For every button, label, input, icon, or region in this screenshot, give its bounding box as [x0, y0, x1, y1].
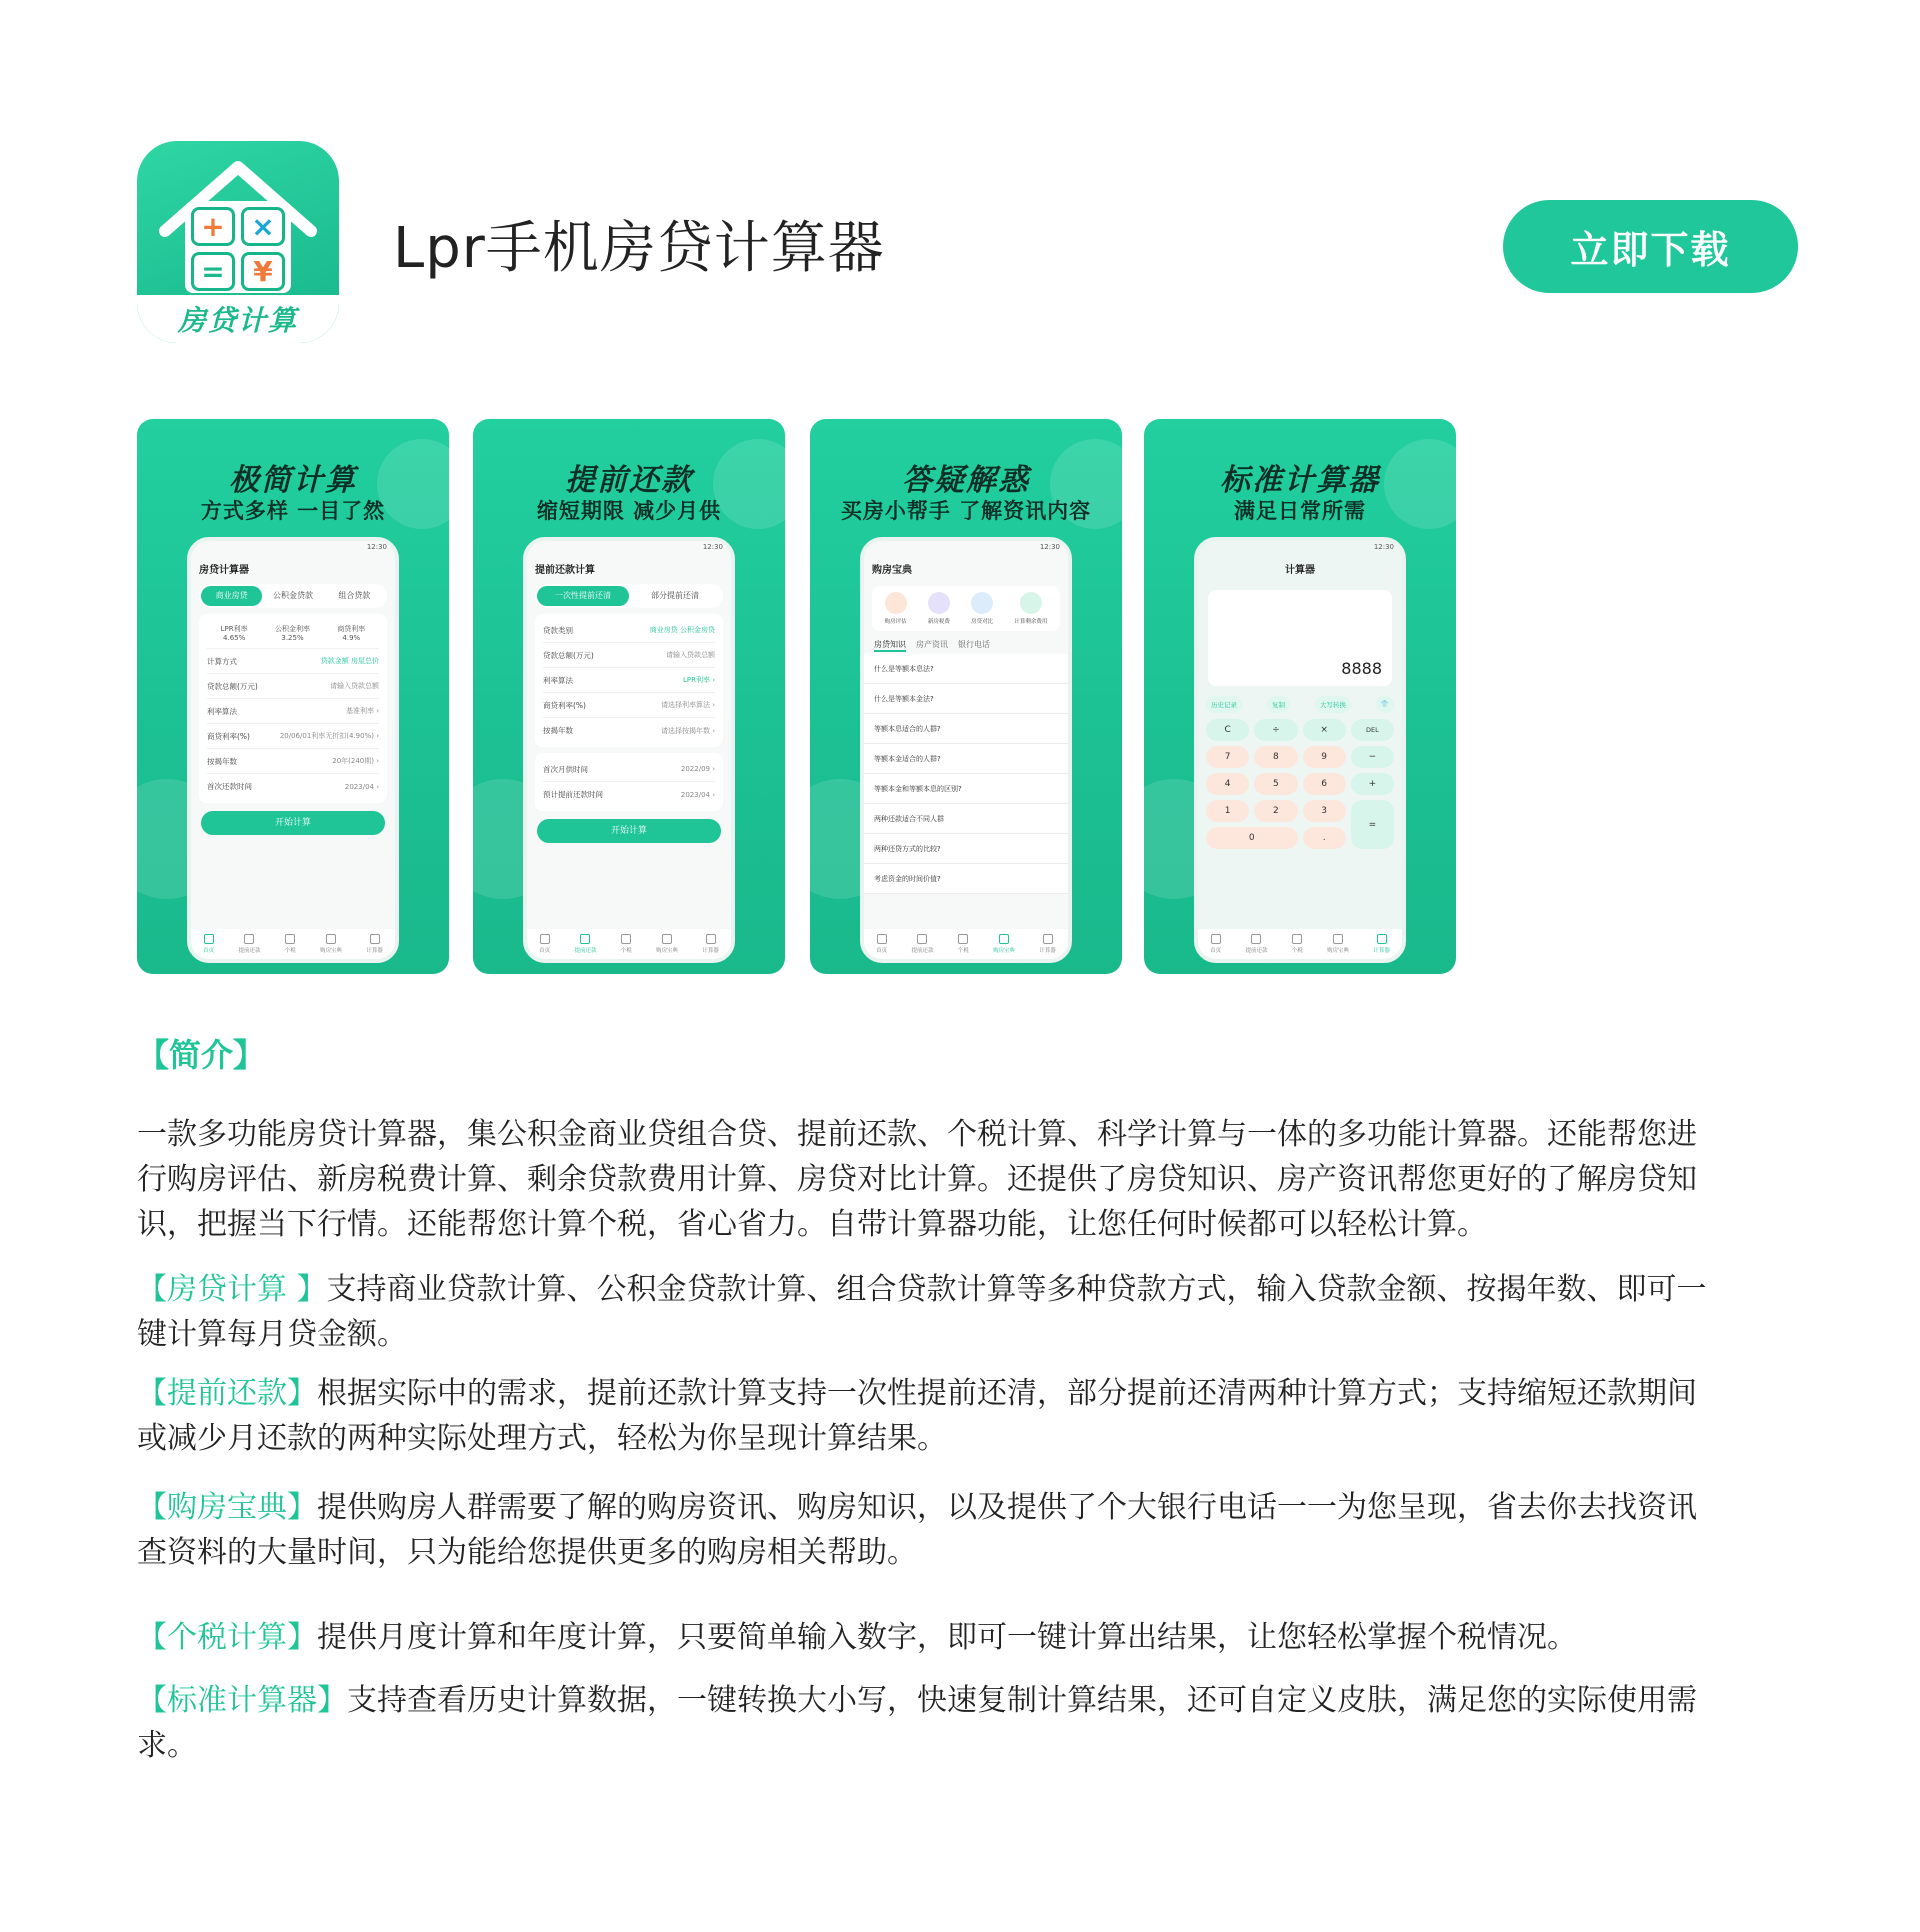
start-calc-button: 开始计算 — [537, 819, 721, 843]
form-row — [543, 757, 715, 782]
phone-title: 计算器 — [1285, 565, 1315, 576]
rate-label: 商贷利率 — [337, 625, 366, 633]
screenshot-subline: 满足日常所需 — [1234, 499, 1366, 523]
list-item: 等额本息适合的人群? — [864, 714, 1068, 744]
tab-knowledge: 房贷知识 — [874, 639, 906, 652]
status-time: 12:30 — [1373, 543, 1394, 551]
phone-title: 提前还款计算 — [535, 565, 595, 576]
tab-calculator: 计算器 — [1039, 934, 1056, 954]
app-icon — [137, 141, 339, 343]
tab-home: 首页 — [203, 934, 214, 954]
row-label: 利率算法 — [543, 675, 573, 685]
feature-tag: 【标准计算器】 — [137, 1683, 347, 1718]
tab-guide: 购房宝典 — [1327, 934, 1349, 954]
calculator-symbols — [185, 201, 291, 293]
feature-paragraph — [137, 1678, 1717, 1768]
form-card — [199, 614, 387, 803]
row-label: 计算方式 — [207, 656, 237, 666]
row-label: 商贷利率(%) — [543, 700, 586, 710]
tab-tax: 个税 — [621, 934, 632, 954]
guide-icon — [326, 934, 336, 944]
display-value: 8888 — [1341, 659, 1382, 678]
tab-combo: 组合贷款 — [338, 591, 371, 600]
form-row — [207, 749, 379, 774]
screenshot-subline: 方式多样 一目了然 — [200, 499, 386, 523]
key-1: 1 — [1206, 800, 1249, 822]
screenshot-guide[interactable] — [810, 419, 1122, 974]
feature-paragraph — [137, 1371, 1717, 1461]
row-value: 请选择利率算法 › — [660, 701, 715, 709]
feature-text: 提供月度计算和年度计算，只要简单输入数字，即可一键计算出结果，让您轻松掌握个税情况。 — [317, 1620, 1577, 1655]
form-row — [207, 774, 379, 799]
tab-calculator: 计算器 — [366, 934, 383, 954]
screenshot-subline: 缩短期限 减少月供 — [536, 499, 722, 523]
tab-prepay: 提前还款 — [1245, 934, 1267, 954]
form-row — [543, 782, 715, 807]
row-value: 2022/09 › — [680, 765, 715, 773]
row-label: 贷款总额(万元) — [207, 681, 258, 691]
feature-text: 提供购房人群需要了解的购房资讯、购房知识，以及提供了个大银行电话一一为您呈现，省去你去找资讯查资料的大量时间，只为能给您提供更多的购房相关帮助。 — [137, 1490, 1697, 1570]
row-label: 贷款类别 — [543, 625, 573, 635]
form-row — [207, 674, 379, 699]
screenshot-headline: 提前还款 — [565, 463, 693, 498]
rate-value: 4.9% — [342, 634, 361, 642]
tax-icon — [958, 934, 968, 944]
bottom-tabbar — [1198, 929, 1402, 959]
guide-icon — [999, 934, 1009, 944]
status-time: 12:30 — [1039, 543, 1060, 551]
start-calc-button: 开始计算 — [201, 811, 385, 835]
row-label: 首次月供时间 — [543, 764, 588, 774]
tab-calculator: 计算器 — [1373, 934, 1390, 954]
rate-value: 3.25% — [281, 634, 304, 642]
list-item: 考虑资金的时间价值? — [864, 864, 1068, 894]
key-6: 6 — [1303, 773, 1346, 795]
key-2: 2 — [1254, 800, 1297, 822]
row-label: 首次还款时间 — [207, 782, 252, 791]
bottom-tabbar — [191, 929, 395, 959]
tab-partial-prepay: 部分提前还清 — [651, 591, 699, 600]
tab-tax: 个税 — [1292, 934, 1303, 954]
form-card — [535, 614, 723, 747]
icon-caption: 房贷计算 — [137, 295, 339, 343]
list-item: 什么是等额本金法? — [864, 684, 1068, 714]
guide-icon — [662, 934, 672, 944]
row-value: 商业房贷 公积金房贷 — [649, 626, 715, 634]
list-item: 等额本金和等额本息的区别? — [864, 774, 1068, 804]
key-9: 9 — [1303, 746, 1346, 768]
feature-paragraph — [137, 1485, 1717, 1575]
home-icon — [877, 934, 887, 944]
key-equals: = — [1351, 800, 1394, 849]
tab-prepay: 提前还款 — [238, 934, 260, 954]
feature-tag: 【购房宝典】 — [137, 1490, 317, 1525]
key-delete: DEL — [1351, 719, 1394, 741]
form-row — [207, 699, 379, 724]
key-dot: . — [1303, 827, 1346, 849]
tab-guide: 购房宝典 — [320, 934, 342, 954]
key-clear: C — [1206, 719, 1249, 741]
status-time: 12:30 — [366, 543, 387, 551]
app-title: Lpr手机房贷计算器 — [393, 216, 885, 281]
key-7: 7 — [1206, 746, 1249, 768]
rate-label: LPR利率 — [220, 625, 248, 633]
form-row — [543, 643, 715, 668]
download-button[interactable]: 立即下载 — [1503, 200, 1798, 293]
row-value: 20年(240期) › — [332, 757, 379, 765]
form-row — [207, 649, 379, 674]
plus-symbol: + — [191, 207, 235, 246]
tax-icon — [1292, 934, 1302, 944]
row-value: 20/06/01利率无折扣(4.90%) › — [279, 732, 379, 740]
bottom-tabbar — [527, 929, 731, 959]
screenshot-gallery — [137, 419, 1467, 974]
row-label: 贷款总额(万元) — [543, 650, 594, 660]
row-label: 商贷利率(%) — [207, 731, 250, 741]
key-minus: − — [1351, 746, 1394, 768]
row-value: 基准利率 › — [345, 707, 379, 715]
row-value: LPR利率 › — [682, 676, 715, 684]
form-row — [543, 668, 715, 693]
status-time: 12:30 — [702, 543, 723, 551]
tab-tax: 个税 — [958, 934, 969, 954]
loan-type-tabs — [199, 584, 387, 608]
row-label: 按揭年数 — [543, 726, 573, 735]
row-value: 请输入贷款总额 — [666, 651, 715, 659]
prepay-icon — [917, 934, 927, 944]
equals-symbol: = — [191, 252, 235, 291]
skin-button: 👕 — [1376, 696, 1394, 713]
home-icon — [1211, 934, 1221, 944]
tab-bank-phone: 银行电话 — [958, 640, 990, 649]
remaining-fee-icon — [1020, 592, 1042, 614]
feature-tag: 【提前还款】 — [137, 1376, 317, 1411]
screenshot-prepay[interactable] — [473, 419, 785, 974]
home-icon — [540, 934, 550, 944]
list-item: 什么是等额本息法? — [864, 654, 1068, 684]
tab-home: 首页 — [1210, 934, 1221, 954]
calculator-icon — [706, 934, 716, 944]
form-row — [543, 718, 715, 743]
key-8: 8 — [1254, 746, 1297, 768]
tax-icon — [285, 934, 295, 944]
screenshot-calculator[interactable] — [1144, 419, 1456, 974]
prepay-icon — [1251, 934, 1261, 944]
knowledge-tabs — [864, 637, 1068, 654]
tax-fee-icon — [928, 592, 950, 614]
tab-commercial: 商业房贷 — [201, 586, 262, 606]
tab-prepay: 提前还款 — [574, 934, 596, 954]
calculator-keypad — [1198, 713, 1402, 855]
prepay-type-tabs — [535, 584, 723, 608]
calculator-tools — [1198, 696, 1402, 713]
tab-guide: 购房宝典 — [656, 934, 678, 954]
row-label: 利率算法 — [207, 706, 237, 716]
feature-paragraph — [137, 1267, 1717, 1357]
tab-home: 首页 — [539, 934, 550, 954]
screenshot-headline: 标准计算器 — [1220, 463, 1380, 498]
compare-icon — [971, 592, 993, 614]
yen-symbol: ¥ — [241, 252, 285, 291]
intro-paragraph: 一款多功能房贷计算器，集公积金商业贷组合贷、提前还款、个税计算、科学计算与一体的多功能计算器。还能帮您进行购房评估、新房税费计算、剩余贷款费用计算、房贷对比计算。还提供了房贷知识、房产资讯帮您更好的了解房贷知识，把握当下行情。还能帮您计算个税，省心省力。自带计算器功能，让您任何时候都可以轻松计算。 — [137, 1117, 1697, 1242]
tax-icon — [621, 934, 631, 944]
bottom-tabbar — [864, 929, 1068, 959]
copy-button: 复制 — [1267, 696, 1290, 713]
home-icon — [204, 934, 214, 944]
phone-mockup — [1194, 537, 1406, 963]
row-value: 贷款金额 房屋总价 — [320, 657, 379, 665]
phone-title: 购房宝典 — [872, 565, 912, 576]
guide-icon — [1333, 934, 1343, 944]
calculator-icon — [1377, 934, 1387, 944]
tab-home: 首页 — [876, 934, 887, 954]
list-item: 两种还款适合不同人群 — [864, 804, 1068, 834]
row-label: 按揭年数 — [207, 756, 237, 766]
key-0: 0 — [1206, 827, 1298, 849]
feature-tag: 【个税计算】 — [137, 1620, 317, 1655]
feature-icons: 购房评估 新房税费 房贷对比 计算剩余费用 — [872, 586, 1060, 631]
form-row — [207, 724, 379, 749]
key-multiply: × — [1303, 719, 1346, 741]
rate-value: 4.65% — [223, 634, 246, 642]
list-item: 两种还贷方式的比较? — [864, 834, 1068, 864]
row-value: 请选择按揭年数 › — [660, 726, 715, 735]
section-title: 【简介】 — [137, 1036, 266, 1074]
calculator-icon — [1043, 934, 1053, 944]
phone-mockup — [860, 537, 1072, 963]
times-symbol: × — [241, 207, 285, 246]
row-value: 2023/04 › — [344, 782, 379, 791]
tab-guide: 购房宝典 — [993, 934, 1015, 954]
screenshot-headline: 极简计算 — [229, 463, 357, 498]
house-eval-icon — [885, 592, 907, 614]
uppercase-button: 大写转换 — [1315, 696, 1351, 713]
key-plus: + — [1351, 773, 1394, 795]
calculator-icon — [370, 934, 380, 944]
key-5: 5 — [1254, 773, 1297, 795]
feature-text: 支持查看历史计算数据，一键转换大小写，快速复制计算结果，还可自定义皮肤，满足您的实际使用需求。 — [137, 1683, 1697, 1763]
screenshot-subline: 买房小帮手 了解资讯内容 — [840, 499, 1092, 523]
feature-tag: 【房贷计算 】 — [137, 1272, 327, 1307]
prepay-icon — [244, 934, 254, 944]
feature-paragraph — [137, 1615, 1717, 1660]
tab-news: 房产资讯 — [916, 640, 948, 649]
rate-label: 公积金利率 — [274, 625, 310, 633]
phone-mockup — [523, 537, 735, 963]
tab-tax: 个税 — [285, 934, 296, 954]
list-item: 等额本金适合的人群? — [864, 744, 1068, 774]
form-row — [543, 618, 715, 643]
calculator-display — [1208, 590, 1392, 686]
feature-text: 支持商业贷款计算、公积金贷款计算、组合贷款计算等多种贷款方式，输入贷款金额、按揭年数、即可一键计算每月贷金额。 — [137, 1272, 1707, 1352]
form-row — [543, 693, 715, 718]
row-value: 请输入贷款总额 — [330, 682, 379, 690]
phone-mockup — [187, 537, 399, 963]
phone-title: 房贷计算器 — [199, 565, 249, 576]
key-divide: ÷ — [1254, 719, 1297, 741]
tab-fund: 公积金贷款 — [272, 591, 313, 600]
screenshot-loan-calc[interactable] — [137, 419, 449, 974]
tab-full-prepay: 一次性提前还清 — [537, 586, 629, 606]
key-3: 3 — [1303, 800, 1346, 822]
row-label: 预计提前还款时间 — [543, 790, 603, 799]
description-section — [137, 1030, 1717, 1768]
key-4: 4 — [1206, 773, 1249, 795]
tab-calculator: 计算器 — [702, 934, 719, 954]
screenshot-headline: 答疑解惑 — [902, 463, 1030, 498]
form-card — [535, 753, 723, 811]
rates-row — [207, 618, 379, 649]
prepay-icon — [580, 934, 590, 944]
tab-prepay: 提前还款 — [911, 934, 933, 954]
row-value: 2023/04 › — [680, 790, 715, 799]
history-button: 历史记录 — [1206, 696, 1242, 713]
feature-text: 根据实际中的需求，提前还款计算支持一次性提前还清，部分提前还清两种计算方式；支持缩短还款期间或减少月还款的两种实际处理方式，轻松为你呈现计算结果。 — [137, 1376, 1697, 1456]
